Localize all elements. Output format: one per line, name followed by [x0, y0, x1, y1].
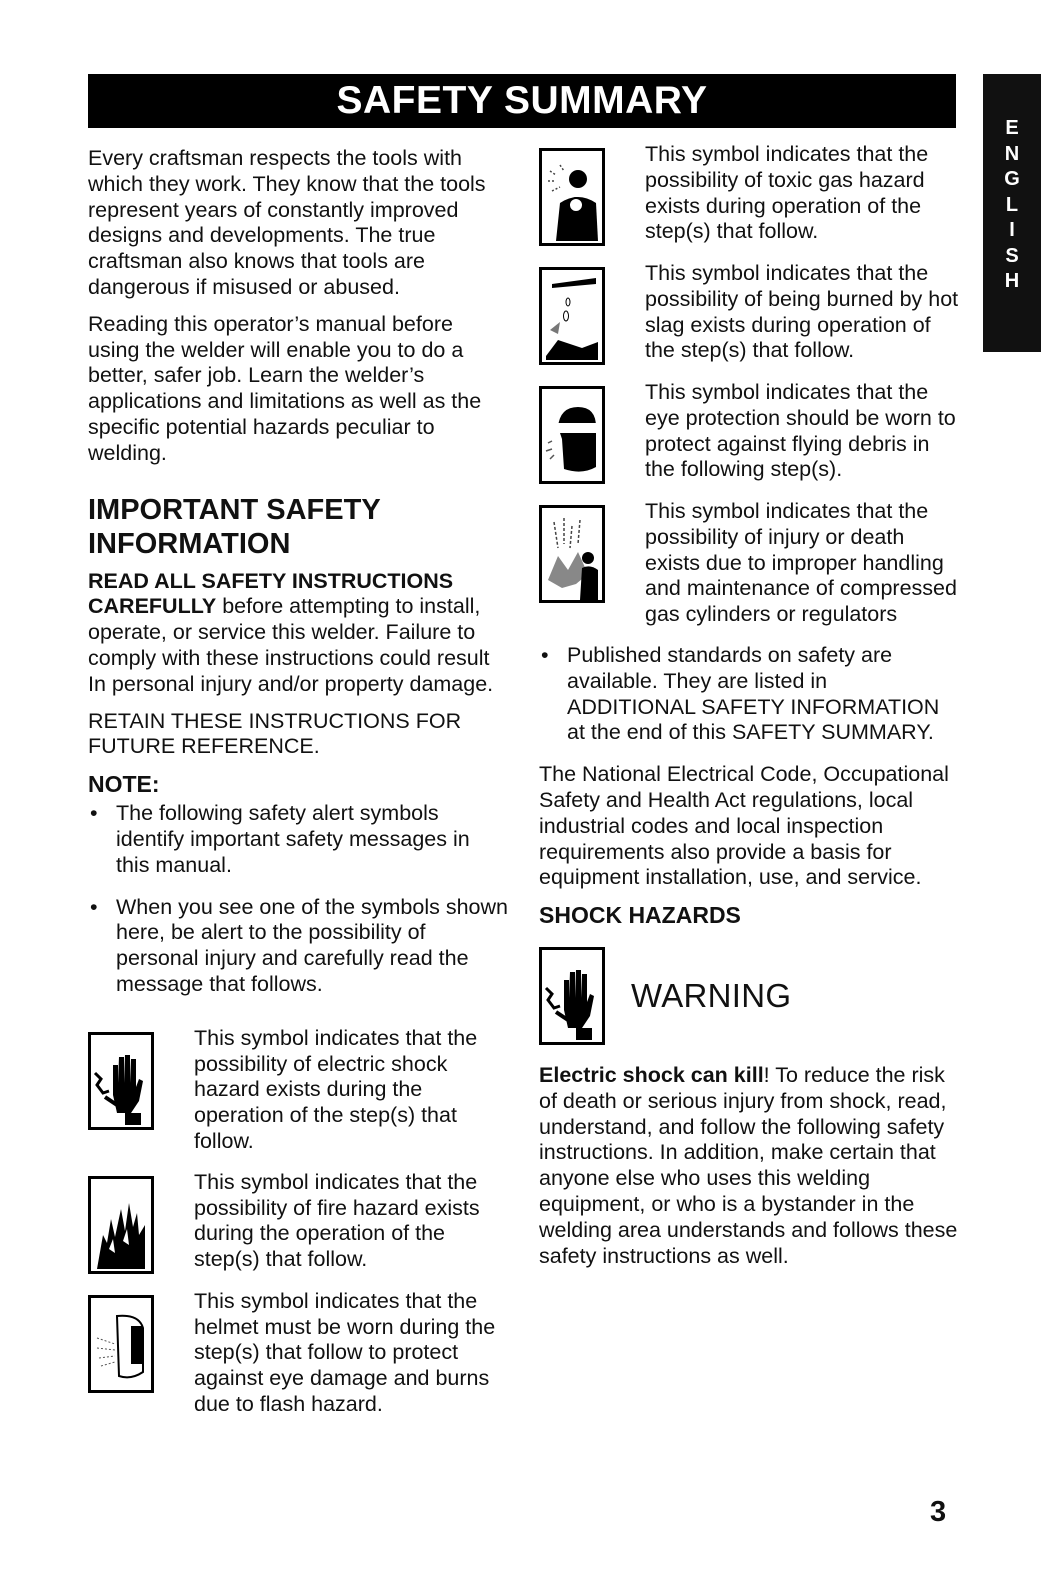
note-list	[88, 801, 508, 998]
note-item: • When you see one of the symbols shown here, be alert to the possibility of personal injury and carefully read the message that follows.	[88, 895, 508, 998]
electric-shock-icon	[539, 947, 605, 1045]
read-instructions-bold: READ ALL SAFETY INSTRUCTIONS CAREFULLY	[88, 568, 454, 619]
language-tab-letter: L	[1005, 193, 1019, 216]
note-label: NOTE:	[88, 771, 160, 798]
standards-list	[539, 643, 959, 746]
warning-block	[539, 947, 959, 1045]
code-paragraph: The National Electrical Code, Occupational Safety and Health Act regulations, local industrial codes and local inspection requirements also provide a basis for equipment installation, use, and service.	[539, 762, 949, 890]
gas-cylinder-icon	[539, 505, 605, 603]
symbol-row-helmet	[88, 1289, 508, 1418]
symbol-description: This symbol indicates that the possibility of fire hazard exists during the operation of the step(s) that follow.	[194, 1169, 480, 1272]
welding-helmet-icon	[88, 1295, 154, 1393]
symbol-description: This symbol indicates that the possibility of being burned by hot slag exists during operation of the step(s) that follow.	[645, 261, 959, 363]
symbol-description: This symbol indicates that the possibility of toxic gas hazard exists during operation of the step(s) that follow.	[645, 142, 929, 244]
symbol-row-toxic-gas	[539, 142, 959, 246]
page-title: SAFETY SUMMARY	[336, 79, 708, 122]
language-tab-letter: S	[1005, 244, 1019, 267]
language-tab-letter: G	[1004, 168, 1020, 190]
fire-icon	[88, 1176, 154, 1274]
warning-paragraph	[539, 1063, 959, 1269]
read-instructions-paragraph	[88, 569, 508, 698]
page-number: 3	[930, 1496, 947, 1528]
right-column	[539, 142, 959, 1280]
symbol-row-eye-protection	[539, 380, 959, 484]
symbol-description: This symbol indicates that the eye protection should be worn to protect against flying debris in the following step(s).	[645, 380, 956, 482]
intro-paragraph-2: Reading this operator’s manual before using the welder will enable you to do a better, safer job. Learn the welder’s applications and limitations as well as the specific potential hazards peculiar to welding.	[88, 311, 482, 465]
shock-hazards-title: SHOCK HAZARDS	[539, 902, 741, 929]
warning-heading: WARNING	[631, 977, 792, 1015]
symbol-row-gas-cylinder	[539, 499, 959, 628]
eye-protection-icon	[539, 386, 605, 484]
symbol-description: This symbol indicates that the possibility of electric shock hazard exists during the operation of the step(s) that follow.	[194, 1025, 478, 1153]
language-tab-letter: E	[1005, 117, 1019, 139]
electric-shock-icon	[88, 1032, 154, 1130]
read-instructions-text: before attempting to install, operate, or service this welder. Failure to comply with these instructions could result In personal injury and/or property damage.	[88, 594, 494, 696]
symbol-row-electric-shock	[88, 1026, 508, 1155]
language-tab-letter: H	[1004, 270, 1020, 292]
warning-text: ! To reduce the risk of death or serious injury from shock, read, understand, and follow the following safety instructions. In addition, make certain that anyone else who uses this welding equipment, or who is a bystander in the welding area understands and follows these safety instructions as well.	[539, 1062, 958, 1268]
language-tab-letter: N	[1004, 142, 1020, 165]
note-item: • The following safety alert symbols identify important safety messages in this manual.	[88, 801, 508, 878]
warning-lead: Electric shock can kill	[539, 1062, 764, 1087]
intro-paragraph-1: Every craftsman respects the tools with which they work. They know that the tools represent years of constantly improved designs and developments. The true craftsman also knows that tools are dangerous if misused or abused.	[88, 146, 486, 299]
symbol-description: This symbol indicates that the helmet must be worn during the step(s) that follow to protect against eye damage and burns due to flash hazard.	[194, 1288, 496, 1416]
symbol-row-fire	[88, 1170, 508, 1274]
symbol-row-hot-slag	[539, 261, 959, 365]
toxic-gas-icon	[539, 148, 605, 246]
important-safety-heading: IMPORTANT SAFETY INFORMATION	[88, 493, 381, 560]
language-tab-letter: I	[1009, 219, 1015, 241]
hot-slag-icon	[539, 267, 605, 365]
page-title-banner	[88, 74, 956, 128]
language-tab	[983, 74, 1041, 352]
left-column	[88, 146, 508, 1433]
retain-instructions: RETAIN THESE INSTRUCTIONS FOR FUTURE REFERENCE.	[88, 708, 462, 759]
symbol-description: This symbol indicates that the possibility of injury or death exists due to improper handling and maintenance of compressed gas cylinders or regulators	[645, 499, 957, 627]
standards-item: • Published standards on safety are available. They are listed in ADDITIONAL SAFETY INFORMATION at the end of this SAFETY SUMMARY.	[539, 643, 959, 746]
